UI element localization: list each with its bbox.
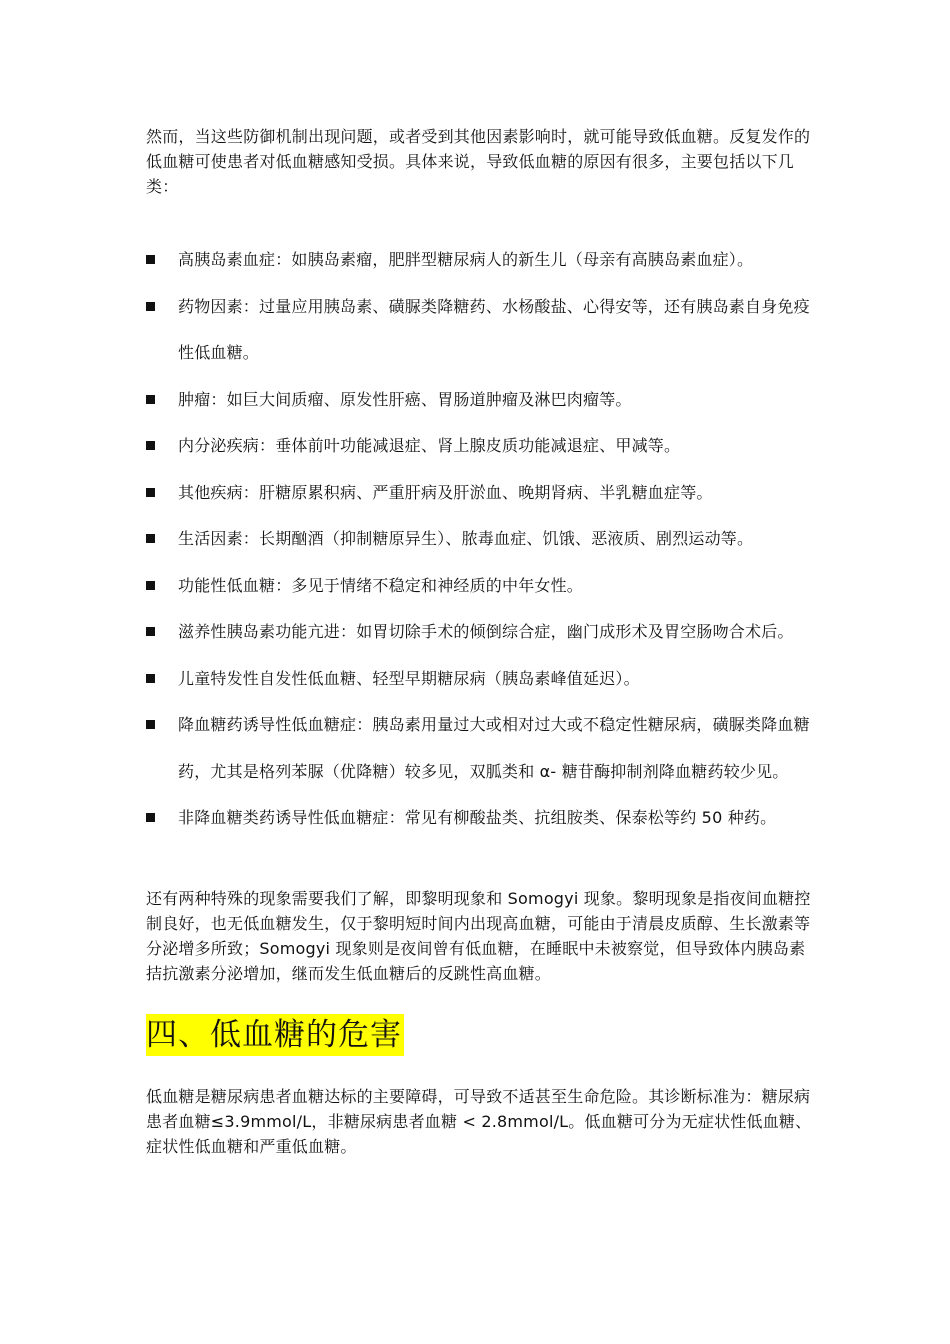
square-bullet-icon: [146, 395, 155, 404]
square-bullet-icon: [146, 720, 155, 729]
causes-list: [146, 237, 816, 842]
list-item: 儿童特发性自发性低血糖、轻型早期糖尿病（胰岛素峰值延迟）。: [146, 656, 816, 703]
list-item: 其他疾病：肝糖原累积病、严重肝病及肝淤血、晚期肾病、半乳糖血症等。: [146, 470, 816, 517]
document-body: [146, 124, 816, 1159]
list-item: 肿瘤：如巨大间质瘤、原发性肝癌、胃肠道肿瘤及淋巴肉瘤等。: [146, 377, 816, 424]
square-bullet-icon: [146, 302, 155, 311]
list-item: 降血糖药诱导性低血糖症：胰岛素用量过大或相对过大或不稳定性糖尿病，磺脲类降血糖药，尤其是格列苯脲（优降糖）较多见，双胍类和 α- 糖苷酶抑制剂降血糖药较少见。: [146, 702, 816, 795]
list-item: 非降血糖类药诱导性低血糖症：常见有柳酸盐类、抗组胺类、保泰松等约 50 种药。: [146, 795, 816, 842]
square-bullet-icon: [146, 255, 155, 264]
square-bullet-icon: [146, 813, 155, 822]
square-bullet-icon: [146, 674, 155, 683]
square-bullet-icon: [146, 441, 155, 450]
square-bullet-icon: [146, 488, 155, 497]
section-heading: 四、低血糖的危害: [146, 1014, 404, 1056]
square-bullet-icon: [146, 534, 155, 543]
square-bullet-icon: [146, 627, 155, 636]
list-item: 功能性低血糖：多见于情绪不稳定和神经质的中年女性。: [146, 563, 816, 610]
list-item: 药物因素：过量应用胰岛素、磺脲类降糖药、水杨酸盐、心得安等，还有胰岛素自身免疫性低血糖。: [146, 284, 816, 377]
square-bullet-icon: [146, 581, 155, 590]
intro-paragraph: 然而，当这些防御机制出现问题，或者受到其他因素影响时，就可能导致低血糖。反复发作的低血糖可使患者对低血糖感知受损。具体来说，导致低血糖的原因有很多，主要包括以下几类：: [146, 127, 811, 196]
list-item: 生活因素：长期酗酒（抑制糖原异生）、脓毒血症、饥饿、恶液质、剧烈运动等。: [146, 516, 816, 563]
list-item: 滋养性胰岛素功能亢进：如胃切除手术的倾倒综合症，幽门成形术及胃空肠吻合术后。: [146, 609, 816, 656]
list-item: 高胰岛素血症：如胰岛素瘤，肥胖型糖尿病人的新生儿（母亲有高胰岛素血症）。: [146, 237, 816, 284]
harm-paragraph: 低血糖是糖尿病患者血糖达标的主要障碍，可导致不适甚至生命危险。其诊断标准为：糖尿病患者血糖≤3.9mmol/L，非糖尿病患者血糖 < 2.8mmol/L。低血糖可分为无症状性低血糖、症状性低血糖和严重低血糖。: [146, 1086, 812, 1156]
phenomena-paragraph: 还有两种特殊的现象需要我们了解，即黎明现象和 Somogyi 现象。黎明现象是指夜间血糖控制良好，也无低血糖发生，仅于黎明短时间内出现高血糖，可能由于清晨皮质醇、生长激素等分泌增多所致；Somogyi 现象则是夜间曾有低血糖，在睡眠中未被察觉，但导致体内胰岛素拮抗激素分泌增加，继而发生低血糖后的反跳性高血糖。: [146, 888, 811, 983]
list-item: 内分泌疾病：垂体前叶功能减退症、肾上腺皮质功能减退症、甲减等。: [146, 423, 816, 470]
